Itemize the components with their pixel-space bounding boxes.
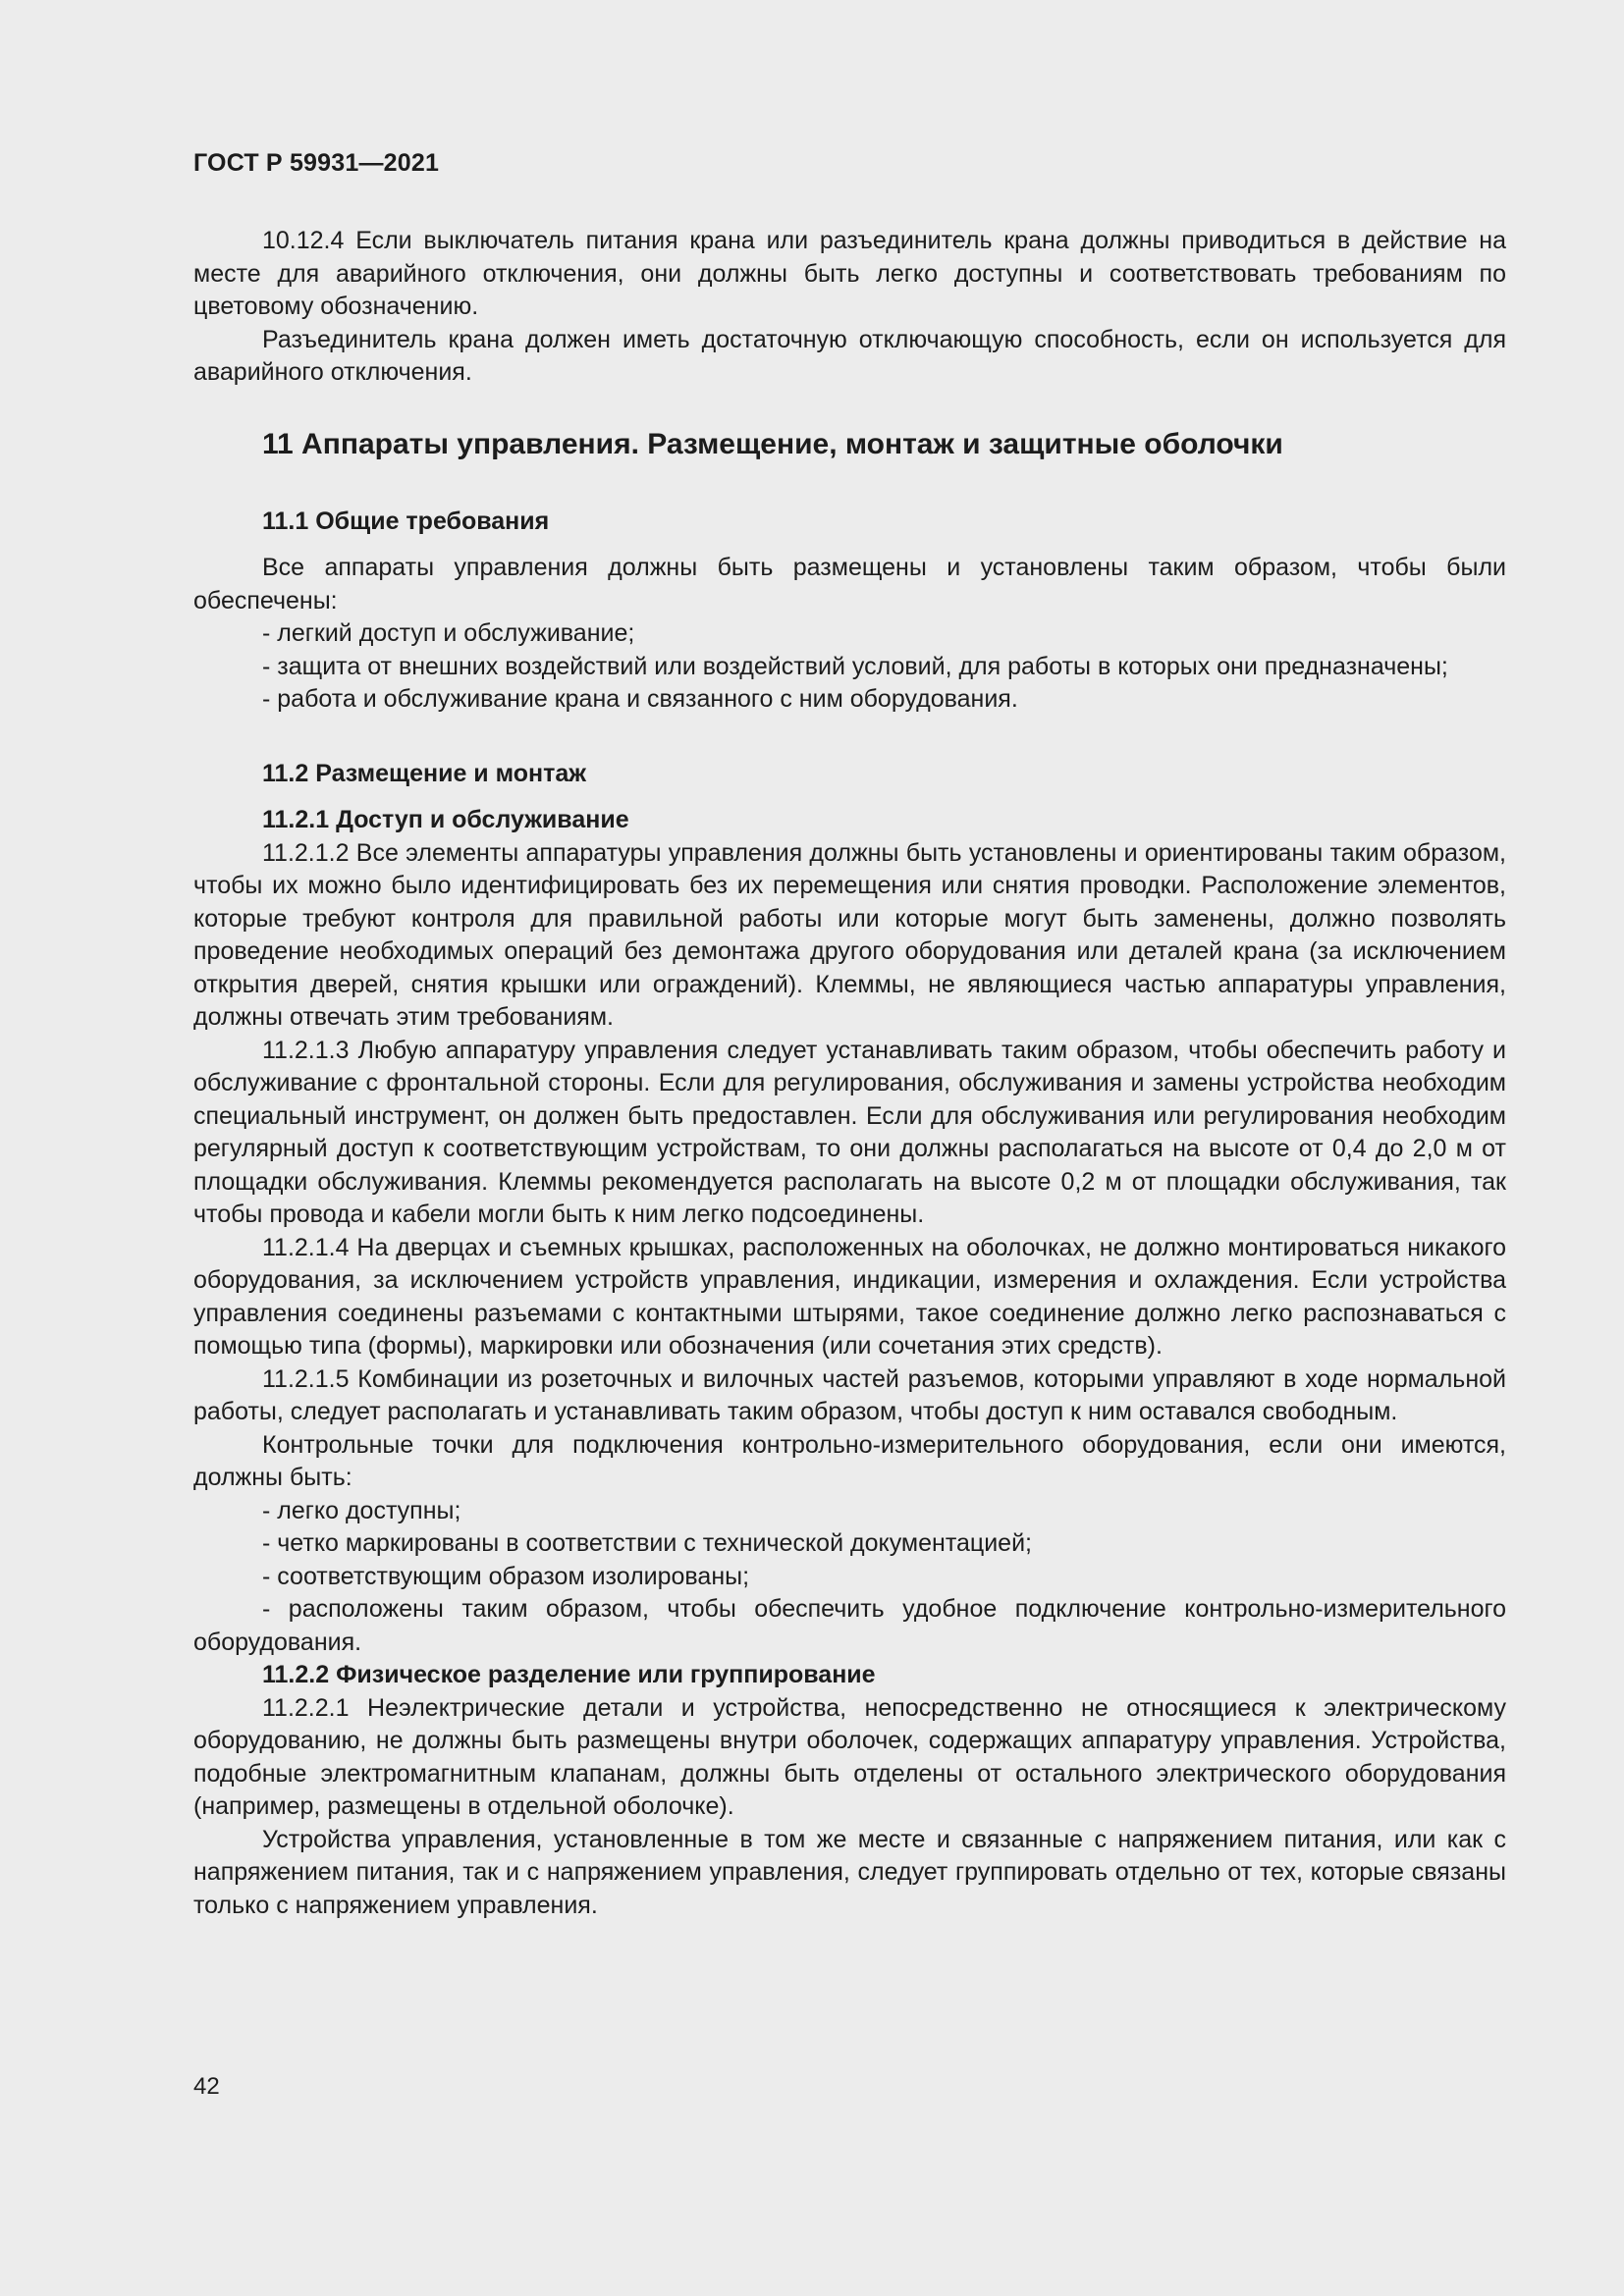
page-number: 42	[193, 2073, 220, 2100]
paragraph-10-12-4: 10.12.4 Если выключатель питания крана или разъединитель крана должны приводиться в действие на месте для аварийного отключения, они должны быть легко доступны и соответствовать требованиям по цветовому обозначению.	[193, 227, 1506, 320]
section-11-title: 11 Аппараты управления. Размещение, монтаж и защитные оболочки	[262, 427, 1283, 460]
section-11-2-1-title: 11.2.1 Доступ и обслуживание	[262, 806, 629, 833]
paragraph-disconnector: Разъединитель крана должен иметь достаточную отключающую способность, если он используется для аварийного отключения.	[193, 325, 1506, 386]
section-11-2-2-title: 11.2.2 Физическое разделение или группирование	[262, 1661, 876, 1688]
paragraph-11-2-1-2: 11.2.1.2 Все элементы аппаратуры управления должны быть установлены и ориентированы таким образом, чтобы их можно было идентифицировать без их перемещения или снятия проводки. Расположение элементов, которые требуют контроля для правильной работы или которые могут быть заменены, должно позволять проведение необходимых операций без демонтажа другого оборудования или деталей крана (за исключением открытия дверей, снятия крышки или ограждений). Клеммы, не являющиеся частью аппаратуры управления, должны отвечать этим требованиям.	[193, 838, 1506, 1031]
list-item: - легко доступны;	[262, 1496, 461, 1524]
paragraph-11-2-2-1: 11.2.2.1 Неэлектрические детали и устройства, непосредственно не относящиеся к электрическому оборудованию, не должны быть размещены внутри оболочек, содержащих аппаратуру управления. Устройства, подобные электромагнитным клапанам, должны быть отделены от остального электрического оборудования (например, размещены в отдельной оболочке).	[193, 1693, 1506, 1820]
list-item: - четко маркированы в соответствии с технической документацией;	[262, 1529, 1032, 1557]
paragraph-11-2-1-4: 11.2.1.4 На дверцах и съемных крышках, расположенных на оболочках, не должно монтироваться никакого оборудования, за исключением устройств управления, индикации, измерения и охлаждения. Если устройства управления соединены разъемами с контактными штырями, такое соединение должно легко распознаваться с помощью типа (формы), маркировки или обозначения (или сочетания этих средств).	[193, 1233, 1506, 1360]
section-11-2-title: 11.2 Размещение и монтаж	[262, 759, 587, 787]
list-item: - соответствующим образом изолированы;	[262, 1562, 750, 1590]
list-item: - расположены таким образом, чтобы обеспечить удобное подключение контрольно-измерительного оборудования.	[193, 1595, 1506, 1656]
section-11-1-title: 11.1 Общие требования	[262, 507, 550, 535]
section-11-1-intro: Все аппараты управления должны быть размещены и установлены таким образом, чтобы были обеспечены:	[193, 554, 1506, 614]
list-item: - легкий доступ и обслуживание;	[262, 619, 635, 647]
page-content	[193, 225, 1506, 1922]
list-item: - работа и обслуживание крана и связанного с ним оборудования.	[262, 685, 1018, 713]
paragraph-grouping: Устройства управления, установленные в том же месте и связанные с напряжением питания, или как с напряжением питания, так и с напряжением управления, следует группировать отдельно от тех, которые связаны только с напряжением управления.	[193, 1825, 1506, 1919]
paragraph-11-2-1-3: 11.2.1.3 Любую аппаратуру управления следует устанавливать таким образом, чтобы обеспечить работу и обслуживание с фронтальной стороны. Если для регулирования, обслуживания и замены устройства необходим специальный инструмент, он должен быть предоставлен. Если для обслуживания или регулирования необходим регулярный доступ к соответствующим устройствам, то они должны располагаться на высоте от 0,4 до 2,0 м от площадки обслуживания. Клеммы рекомендуется располагать на высоте 0,2 м от площадки обслуживания, так чтобы провода и кабели могли быть к ним легко подсоединены.	[193, 1036, 1506, 1228]
paragraph-test-points: Контрольные точки для подключения контрольно-измерительного оборудования, если они имеются, должны быть:	[193, 1430, 1506, 1491]
paragraph-11-2-1-5: 11.2.1.5 Комбинации из розеточных и вилочных частей разъемов, которыми управляют в ходе нормальной работы, следует располагать и устанавливать таким образом, чтобы доступ к ним оставался свободным.	[193, 1364, 1506, 1425]
document-code-header: ГОСТ Р 59931—2021	[193, 149, 440, 177]
list-item: - защита от внешних воздействий или воздействий условий, для работы в которых они предназначены;	[262, 652, 1448, 680]
